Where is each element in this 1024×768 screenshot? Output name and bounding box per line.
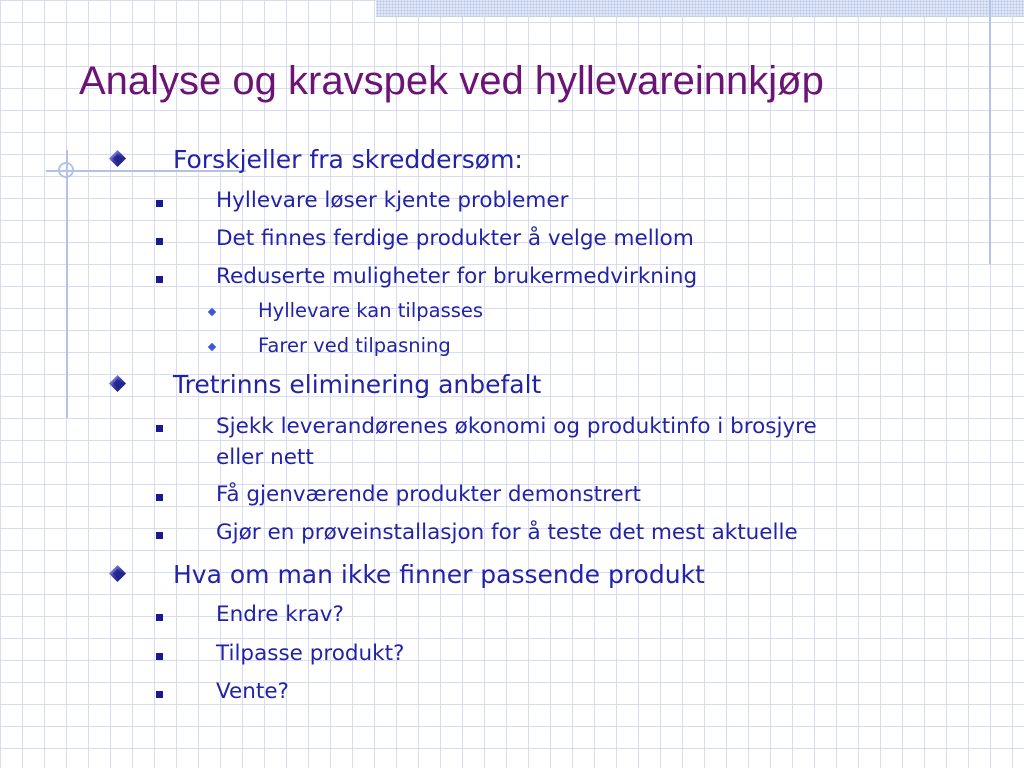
list-item: Vente? [216,679,289,704]
section-heading: Forskjeller fra skreddersøm: [173,145,523,174]
square-bullet-icon [156,614,163,621]
slide-title: Analyse og kravspek ved hyllevareinnkjøp [79,59,824,103]
list-item-continuation: eller nett [216,445,314,470]
list-item: Reduserte muligheter for brukermedvirkning [216,264,698,289]
small-diamond-bullet-icon [208,343,216,351]
square-bullet-icon [156,691,163,698]
list-subitem: Hyllevare kan tilpasses [258,299,484,322]
list-item: Gjør en prøveinstallasjon for å teste det mest aktuelle [216,520,798,545]
square-bullet-icon [156,238,163,245]
square-bullet-icon [156,276,163,283]
diamond-bullet-icon [108,149,127,168]
list-item: Endre krav? [216,602,344,627]
section-heading: Tretrinns eliminering anbefalt [173,370,542,399]
list-item: Tilpasse produkt? [216,641,405,666]
square-bullet-icon [156,653,163,660]
small-diamond-bullet-icon [208,308,216,316]
square-bullet-icon [156,494,163,501]
list-item: Sjekk leverandørenes økonomi og produktinfo i brosjyre [216,414,817,439]
section-heading: Hva om man ikke finner passende produkt [173,560,705,589]
diamond-bullet-icon [108,374,127,393]
diamond-bullet-icon [108,564,127,583]
square-bullet-icon [156,200,163,207]
square-bullet-icon [156,425,163,432]
list-item: Det finnes ferdige produkter å velge mellom [216,226,694,251]
square-bullet-icon [156,532,163,539]
list-item: Hyllevare løser kjente problemer [216,188,569,213]
list-subitem: Farer ved tilpasning [258,334,451,357]
list-item: Få gjenværende produkter demonstrert [216,482,641,507]
